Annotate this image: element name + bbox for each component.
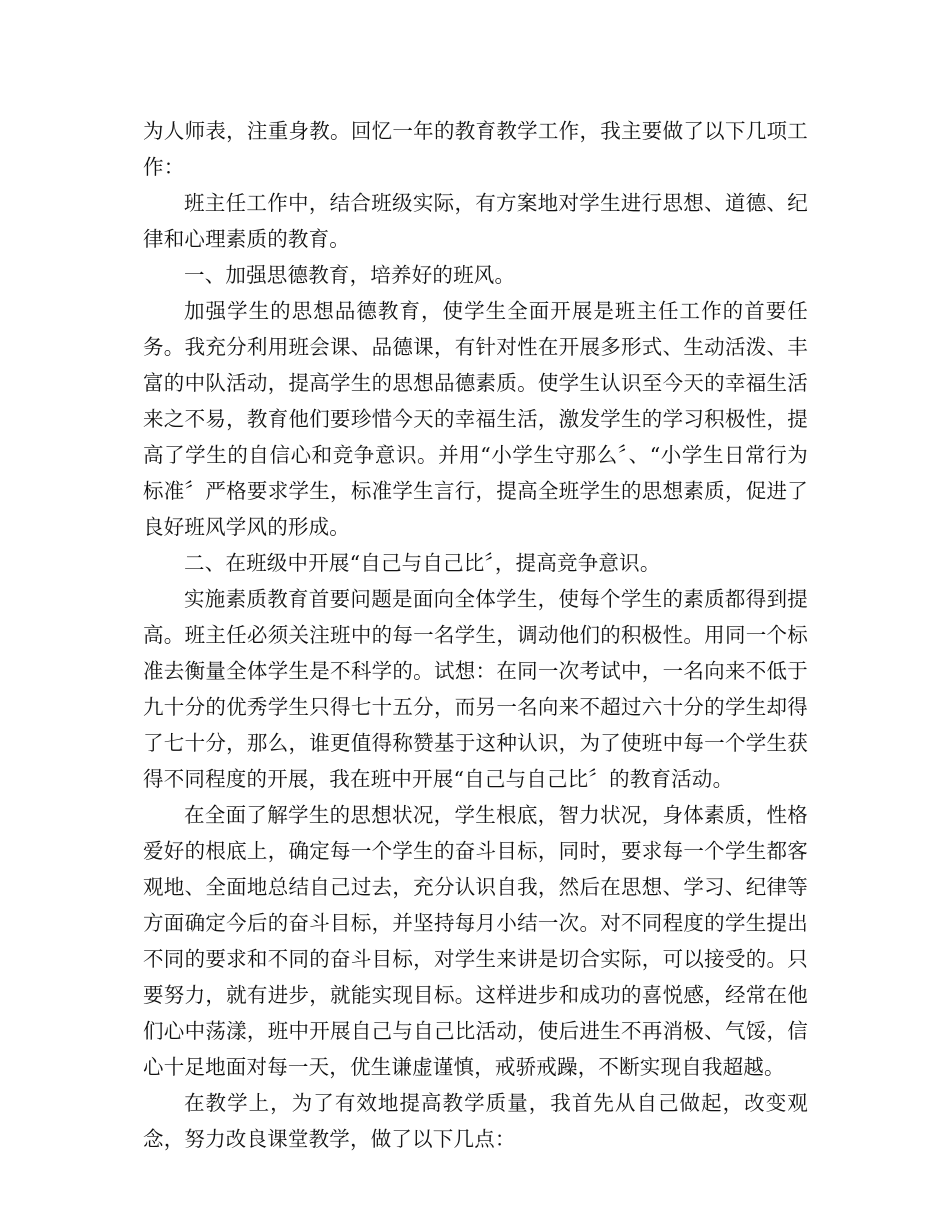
- paragraph-quality-education: 实施素质教育首要问题是面向全体学生，使每个学生的素质都得到提高。班主任必须关注班中的每一名学生，调动他们的积极性。用同一个标准去衡量全体学生是不科学的。试想：在同一次考试中，一名向来不低于九十分的优秀学生只得七十五分，而另一名向来不超过六十分的学生却得了七十分，那么，谁更值得称赞基于这种认识，为了使班中每一个学生获得不同程度的开展，我在班中开展“自己与自己比〞的教育活动。: [143, 587, 808, 791]
- section-heading-self-comparison: 二、在班级中开展“自己与自己比〞，提高竞争意识。: [184, 551, 661, 575]
- paragraph-continued-intro: 为人师表，注重身教。回忆一年的教育教学工作，我主要做了以下几项工作：: [143, 119, 808, 179]
- paragraph-student-goals: 在全面了解学生的思想状况，学生根底，智力状况，身体素质，性格爱好的根底上，确定每一个学生的奋斗目标，同时，要求每一个学生都客观地、全面地总结自己过去，充分认识自我，然后在思想、学习、纪律等方面确定今后的奋斗目标，并坚持每月小结一次。对不同程度的学生提出不同的要求和不同的奋斗目标，对学生来讲是切合实际，可以接受的。只要努力，就有进步，就能实现目标。这样进步和成功的喜悦感，经常在他们心中荡漾，班中开展自己与自己比活动，使后进生不再消极、气馁，信心十足地面对每一天，优生谦虚谨慎，戒骄戒躁，不断实现自我超越。: [143, 803, 808, 1079]
- paragraph-moral-education: 加强学生的思想品德教育，使学生全面开展是班主任工作的首要任务。我充分利用班会课、品德课，有针对性在开展多形式、生动活泼、丰富的中队活动，提高学生的思想品德素质。使学生认识至今天的幸福生活来之不易，教育他们要珍惜今天的幸福生活，激发学生的学习积极性，提高了学生的自信心和竞争意识。并用“小学生守那么〞、“小学生日常行为标准〞严格要求学生，标准学生言行，提高全班学生的思想素质，促进了良好班风学风的形成。: [143, 299, 808, 539]
- document-body: [143, 113, 808, 1157]
- paragraph-teaching-improvement: 在教学上，为了有效地提高教学质量，我首先从自己做起，改变观念，努力改良课堂教学，做了以下几点：: [143, 1091, 808, 1151]
- section-heading-moral-education: 一、加强思德教育，培养好的班风。: [184, 263, 516, 287]
- paragraph-class-teacher-work: 班主任工作中，结合班级实际，有方案地对学生进行思想、道德、纪律和心理素质的教育。: [143, 191, 808, 251]
